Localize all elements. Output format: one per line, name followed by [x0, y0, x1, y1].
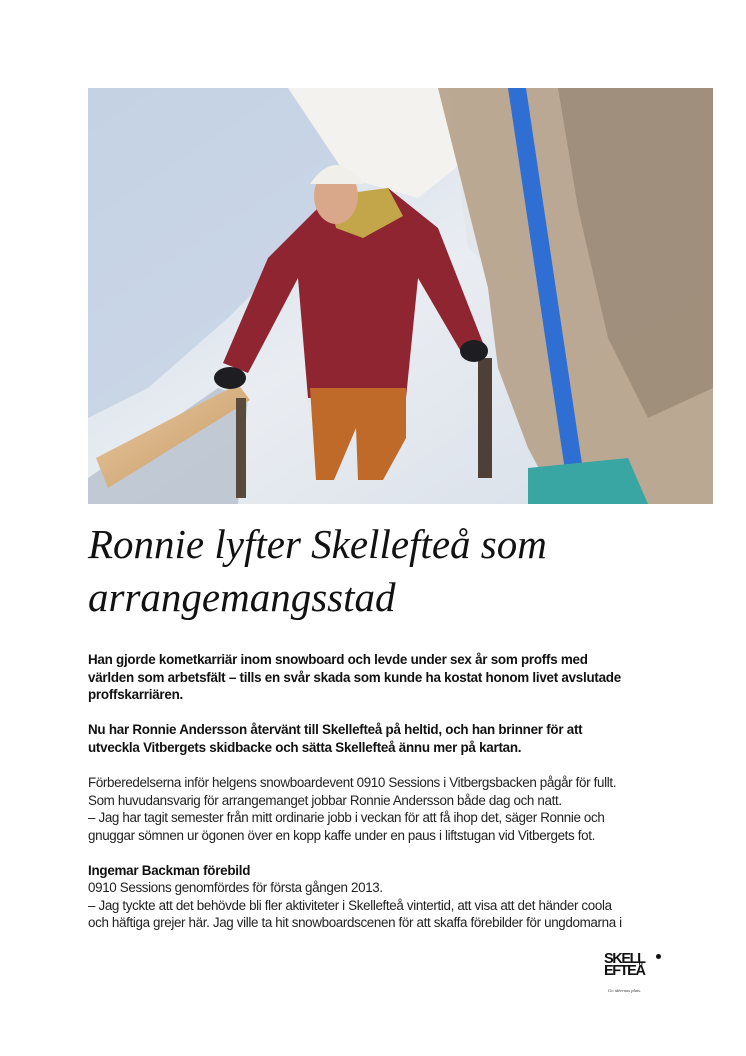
article-title [88, 518, 708, 624]
lead-paragraph-2 [88, 721, 668, 756]
section-subheading: Ingemar Backman förebild [88, 863, 251, 878]
article-title-line: Ronnie lyfter Skellefteå som [88, 521, 547, 567]
text-line: och häftiga grejer här. Jag ville ta hit snowboardscenen för att skaffa förebilder för ungdomarna i [88, 915, 622, 930]
lead-paragraph-1 [88, 651, 668, 704]
text-line: Han gjorde kometkarriär inom snowboard och levde under sex år som proffs med [88, 652, 588, 667]
photo-snowboarder-icon [88, 88, 713, 504]
text-line: Som huvudansvarig för arrangemanget jobbar Ronnie Andersson både dag och natt. [88, 792, 562, 808]
logo-line-1: SKELL [604, 951, 645, 967]
body-paragraph-1 [88, 774, 668, 844]
text-line: – Jag har tagit semester från mitt ordinarie jobb i veckan för att få ihop det, säger Ronnie och [88, 810, 605, 825]
text-line: världen som arbetsfält – tills en svår skada som kunde ha kostat honom livet avslutade [88, 669, 621, 685]
text-line: Förberedelserna inför helgens snowboardevent 0910 Sessions i Vitbergsbacken pågår för fullt. [88, 775, 617, 790]
article-title-line: arrangemangsstad [88, 574, 396, 620]
text-line: gnuggar sömnen ur ögonen över en kopp kaffe under en paus i liftstugan vid Vitbergets fot. [88, 827, 595, 843]
logo-dot-icon [656, 954, 661, 959]
text-line: utveckla Vitbergets skidbacke och sätta Skellefteå ännu mer på kartan. [88, 739, 522, 755]
text-line: – Jag tyckte att det behövde bli fler aktiviteter i Skellefteå vintertid, att visa att det händer coola [88, 897, 612, 913]
hero-photo [88, 88, 713, 504]
text-line: Nu har Ronnie Andersson återvänt till Skellefteå på heltid, och han brinner för att [88, 722, 583, 737]
skelleftea-logo [604, 953, 664, 999]
text-line: 0910 Sessions genomfördes för första gången 2013. [88, 880, 383, 895]
logo-tagline: Go idéernas plats. [608, 988, 642, 993]
body-paragraph-2 [88, 879, 668, 932]
logo-line-2: EFTEÅ [604, 963, 645, 979]
text-line: proffskarriären. [88, 687, 183, 702]
